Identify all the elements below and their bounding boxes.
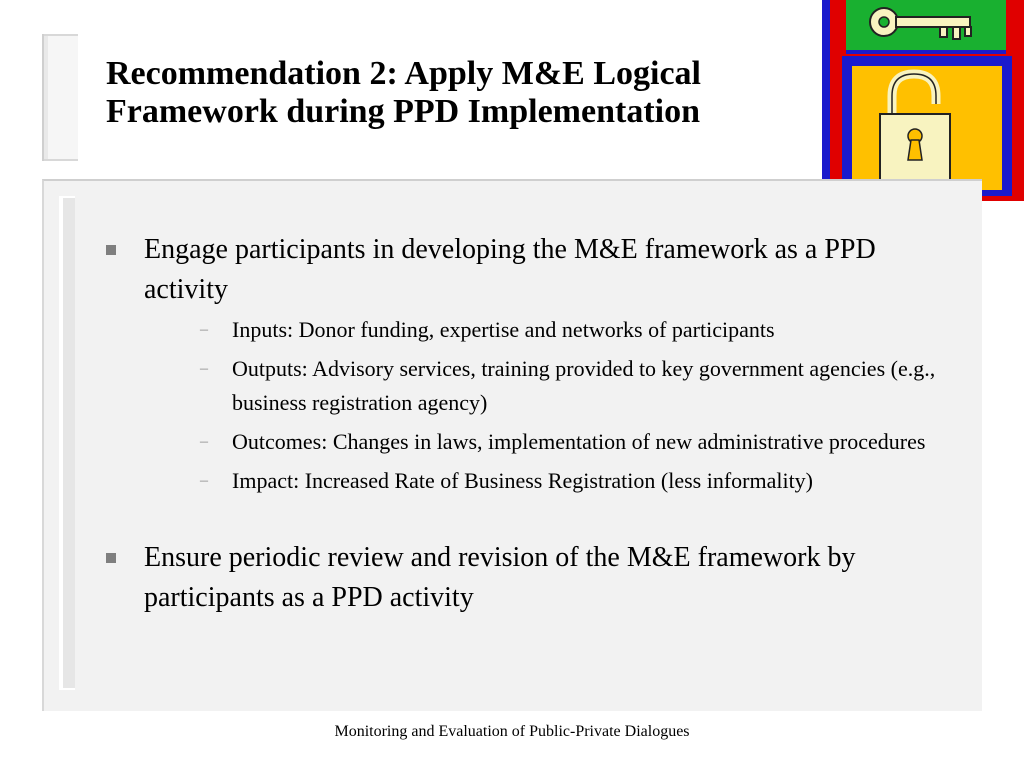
sub-bullet-text: Impact: Increased Rate of Business Registration (less informality) — [232, 468, 814, 493]
key-and-lock-icon — [822, 0, 1024, 201]
bullet-list — [100, 230, 960, 618]
sub-bullet-list — [144, 313, 960, 498]
sub-bullet-item — [144, 464, 960, 498]
sub-bullet-item — [144, 352, 960, 420]
content-rule-decoration — [59, 196, 75, 690]
title-bracket-decoration — [42, 34, 78, 161]
dash-marker: – — [200, 433, 208, 450]
dash-marker: – — [200, 321, 208, 338]
bullet-item — [100, 538, 960, 618]
dash-marker: – — [200, 360, 208, 377]
slide-footer: Monitoring and Evaluation of Public-Private Dialogues — [334, 723, 690, 740]
bullet-item — [100, 230, 960, 498]
sub-bullet-item — [144, 425, 960, 459]
dash-marker: – — [200, 472, 208, 489]
bullet-square-icon — [106, 245, 116, 255]
sub-bullet-text: Inputs: Donor funding, expertise and networks of participants — [232, 317, 775, 342]
slide-title: Recommendation 2: Apply M&E Logical Framework during PPD Implementation — [106, 55, 701, 130]
bullet-square-icon — [106, 553, 116, 563]
bullet-text: Ensure periodic review and revision of the M&E framework by participants as a PPD activity — [144, 542, 856, 613]
sub-bullet-text: Outcomes: Changes in laws, implementation of new administrative procedures — [232, 429, 926, 454]
bullet-text: Engage participants in developing the M&E framework as a PPD activity — [144, 234, 876, 305]
sub-bullet-text: Outputs: Advisory services, training provided to key government agencies (e.g., business registration agency) — [232, 356, 936, 415]
sub-bullet-item — [144, 313, 960, 347]
